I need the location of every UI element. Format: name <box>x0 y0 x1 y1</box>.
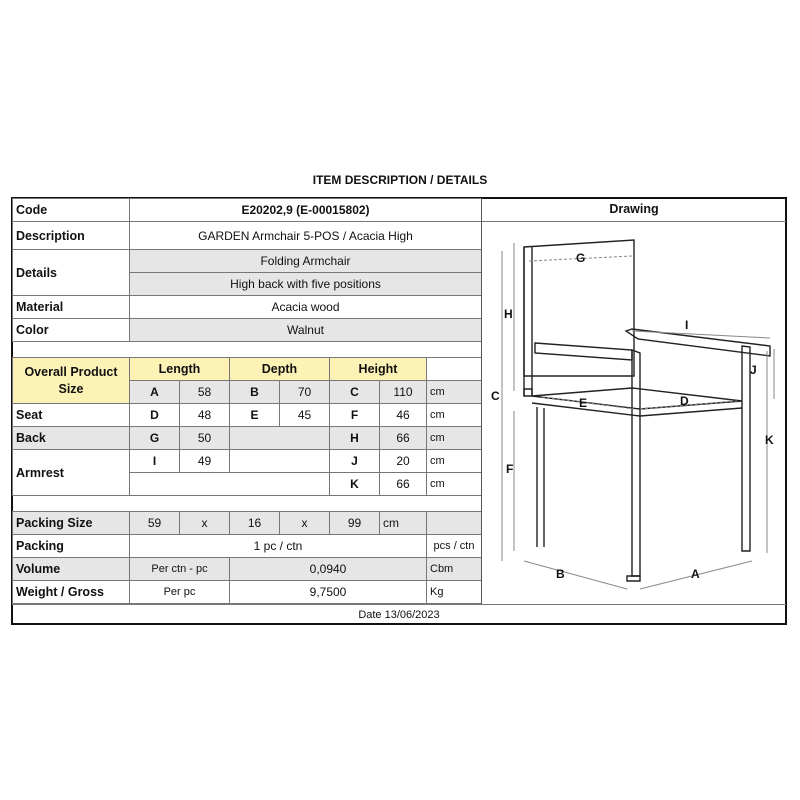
spacer-cell <box>13 496 482 512</box>
spacer-row-1 <box>13 342 482 358</box>
back-row <box>13 427 482 450</box>
weight-basis: Per pc <box>130 581 230 604</box>
weight-row <box>13 581 482 604</box>
packing-size-length: 59 <box>130 512 180 535</box>
drawing-letter-h: H <box>504 307 513 321</box>
material-row <box>13 296 482 319</box>
dim-value-j: 20 <box>380 450 427 473</box>
dim-letter-d: D <box>130 404 180 427</box>
drawing-letter-g: G <box>576 251 586 265</box>
packing-size-width: 16 <box>230 512 280 535</box>
dim-letter-e: E <box>230 404 280 427</box>
details-line-2: High back with five positions <box>130 273 482 296</box>
weight-label: Weight / Gross <box>13 581 130 604</box>
material-label: Material <box>13 296 130 319</box>
packing-size-x1: x <box>180 512 230 535</box>
header-unit-blank <box>427 358 482 381</box>
packing-row <box>13 535 482 558</box>
seat-row <box>13 404 482 427</box>
dim-value-f: 46 <box>380 404 427 427</box>
dim-value-i: 49 <box>180 450 230 473</box>
packing-size-height: 99 <box>330 512 380 535</box>
chair-seat-side <box>640 408 742 416</box>
color-label: Color <box>13 319 130 342</box>
dim-value-h: 66 <box>380 427 427 450</box>
sheet-title: ITEM DESCRIPTION / DETAILS <box>312 173 488 187</box>
dim-unit-armrest-1: cm <box>427 450 482 473</box>
length-header: Length <box>130 358 230 381</box>
chair-drawing-svg <box>482 221 786 604</box>
armrest-blank-2 <box>130 473 330 496</box>
spec-table <box>12 198 482 604</box>
packing-size-row <box>13 512 482 535</box>
dim-value-e: 45 <box>280 404 330 427</box>
dim-value-c: 110 <box>380 381 427 404</box>
drawing-letter-f: F <box>506 462 514 476</box>
dim-value-b: 70 <box>280 381 330 404</box>
dim-line-b <box>524 561 627 589</box>
dim-unit-seat: cm <box>427 404 482 427</box>
spacer-cell <box>13 342 482 358</box>
packing-size-unit: cm <box>380 512 427 535</box>
description-row <box>13 222 482 250</box>
dim-letter-a: A <box>130 381 180 404</box>
chair-drawing <box>482 221 786 604</box>
back-label: Back <box>13 427 130 450</box>
volume-basis: Per ctn - pc <box>130 558 230 581</box>
code-value: E20202,9 (E-00015802) <box>130 199 482 222</box>
description-value: GARDEN Armchair 5-POS / Acacia High <box>130 222 482 250</box>
chair-right-front-leg <box>742 346 750 551</box>
drawing-letter-d: D <box>680 394 689 408</box>
details-row-1 <box>13 250 482 273</box>
spacer-row-2 <box>13 496 482 512</box>
code-label: Code <box>13 199 130 222</box>
chair-back-foot <box>524 389 532 396</box>
dim-unit-armrest-2: cm <box>427 473 482 496</box>
volume-row <box>13 558 482 581</box>
drawing-letter-k: K <box>765 433 774 447</box>
weight-value: 9,7500 <box>230 581 427 604</box>
drawing-letter-a: A <box>691 567 700 581</box>
drawing-letter-b: B <box>556 567 565 581</box>
volume-label: Volume <box>13 558 130 581</box>
packing-label: Packing <box>13 535 130 558</box>
packing-unit: pcs / ctn <box>427 535 482 558</box>
weight-unit: Kg <box>427 581 482 604</box>
dim-letter-b: B <box>230 381 280 404</box>
chair-front-leg <box>632 350 640 576</box>
dim-letter-j: J <box>330 450 380 473</box>
seat-label: Seat <box>13 404 130 427</box>
volume-unit: Cbm <box>427 558 482 581</box>
dim-letter-f: F <box>330 404 380 427</box>
chair-front-foot <box>627 576 640 581</box>
packing-size-label: Packing Size <box>13 512 130 535</box>
dim-value-g: 50 <box>180 427 230 450</box>
material-value: Acacia wood <box>130 296 482 319</box>
height-header: Height <box>330 358 427 381</box>
dim-value-d: 48 <box>180 404 230 427</box>
drawing-heading: Drawing <box>482 198 786 222</box>
dim-letter-h: H <box>330 427 380 450</box>
packing-size-blank <box>427 512 482 535</box>
chair-seat <box>532 388 742 409</box>
back-blank <box>230 427 330 450</box>
dim-unit-overall: cm <box>427 381 482 404</box>
code-row <box>13 199 482 222</box>
details-line-1: Folding Armchair <box>130 250 482 273</box>
armrest-blank-1 <box>230 450 330 473</box>
drawing-letter-e: E <box>579 396 588 410</box>
overall-size-label <box>13 358 130 404</box>
chair-right-armrest-top <box>626 329 770 356</box>
armrest-row-1 <box>13 450 482 473</box>
dim-value-k: 66 <box>380 473 427 496</box>
dim-unit-back: cm <box>427 427 482 450</box>
volume-value: 0,0940 <box>230 558 427 581</box>
dim-letter-g: G <box>130 427 180 450</box>
dim-value-a: 58 <box>180 381 230 404</box>
dim-letter-i: I <box>130 450 180 473</box>
packing-size-x2: x <box>280 512 330 535</box>
dimension-header-row <box>13 358 482 381</box>
overall-size-line-2: Size <box>58 381 84 396</box>
dim-letter-c: C <box>330 381 380 404</box>
overall-size-line-1: Overall Product <box>24 364 118 379</box>
chair-left-armrest-top <box>535 343 632 360</box>
armrest-label: Armrest <box>13 450 130 496</box>
date-footer: Date 13/06/2023 <box>12 604 786 625</box>
depth-header: Depth <box>230 358 330 381</box>
chair-outline <box>524 240 770 581</box>
drawing-letter-j: J <box>750 363 757 377</box>
details-label: Details <box>13 250 130 296</box>
drawing-letter-i: I <box>685 318 689 332</box>
drawing-letter-c: C <box>491 389 500 403</box>
color-row <box>13 319 482 342</box>
packing-value: 1 pc / ctn <box>130 535 427 558</box>
description-label: Description <box>13 222 130 250</box>
dim-letter-k: K <box>330 473 380 496</box>
color-value: Walnut <box>130 319 482 342</box>
